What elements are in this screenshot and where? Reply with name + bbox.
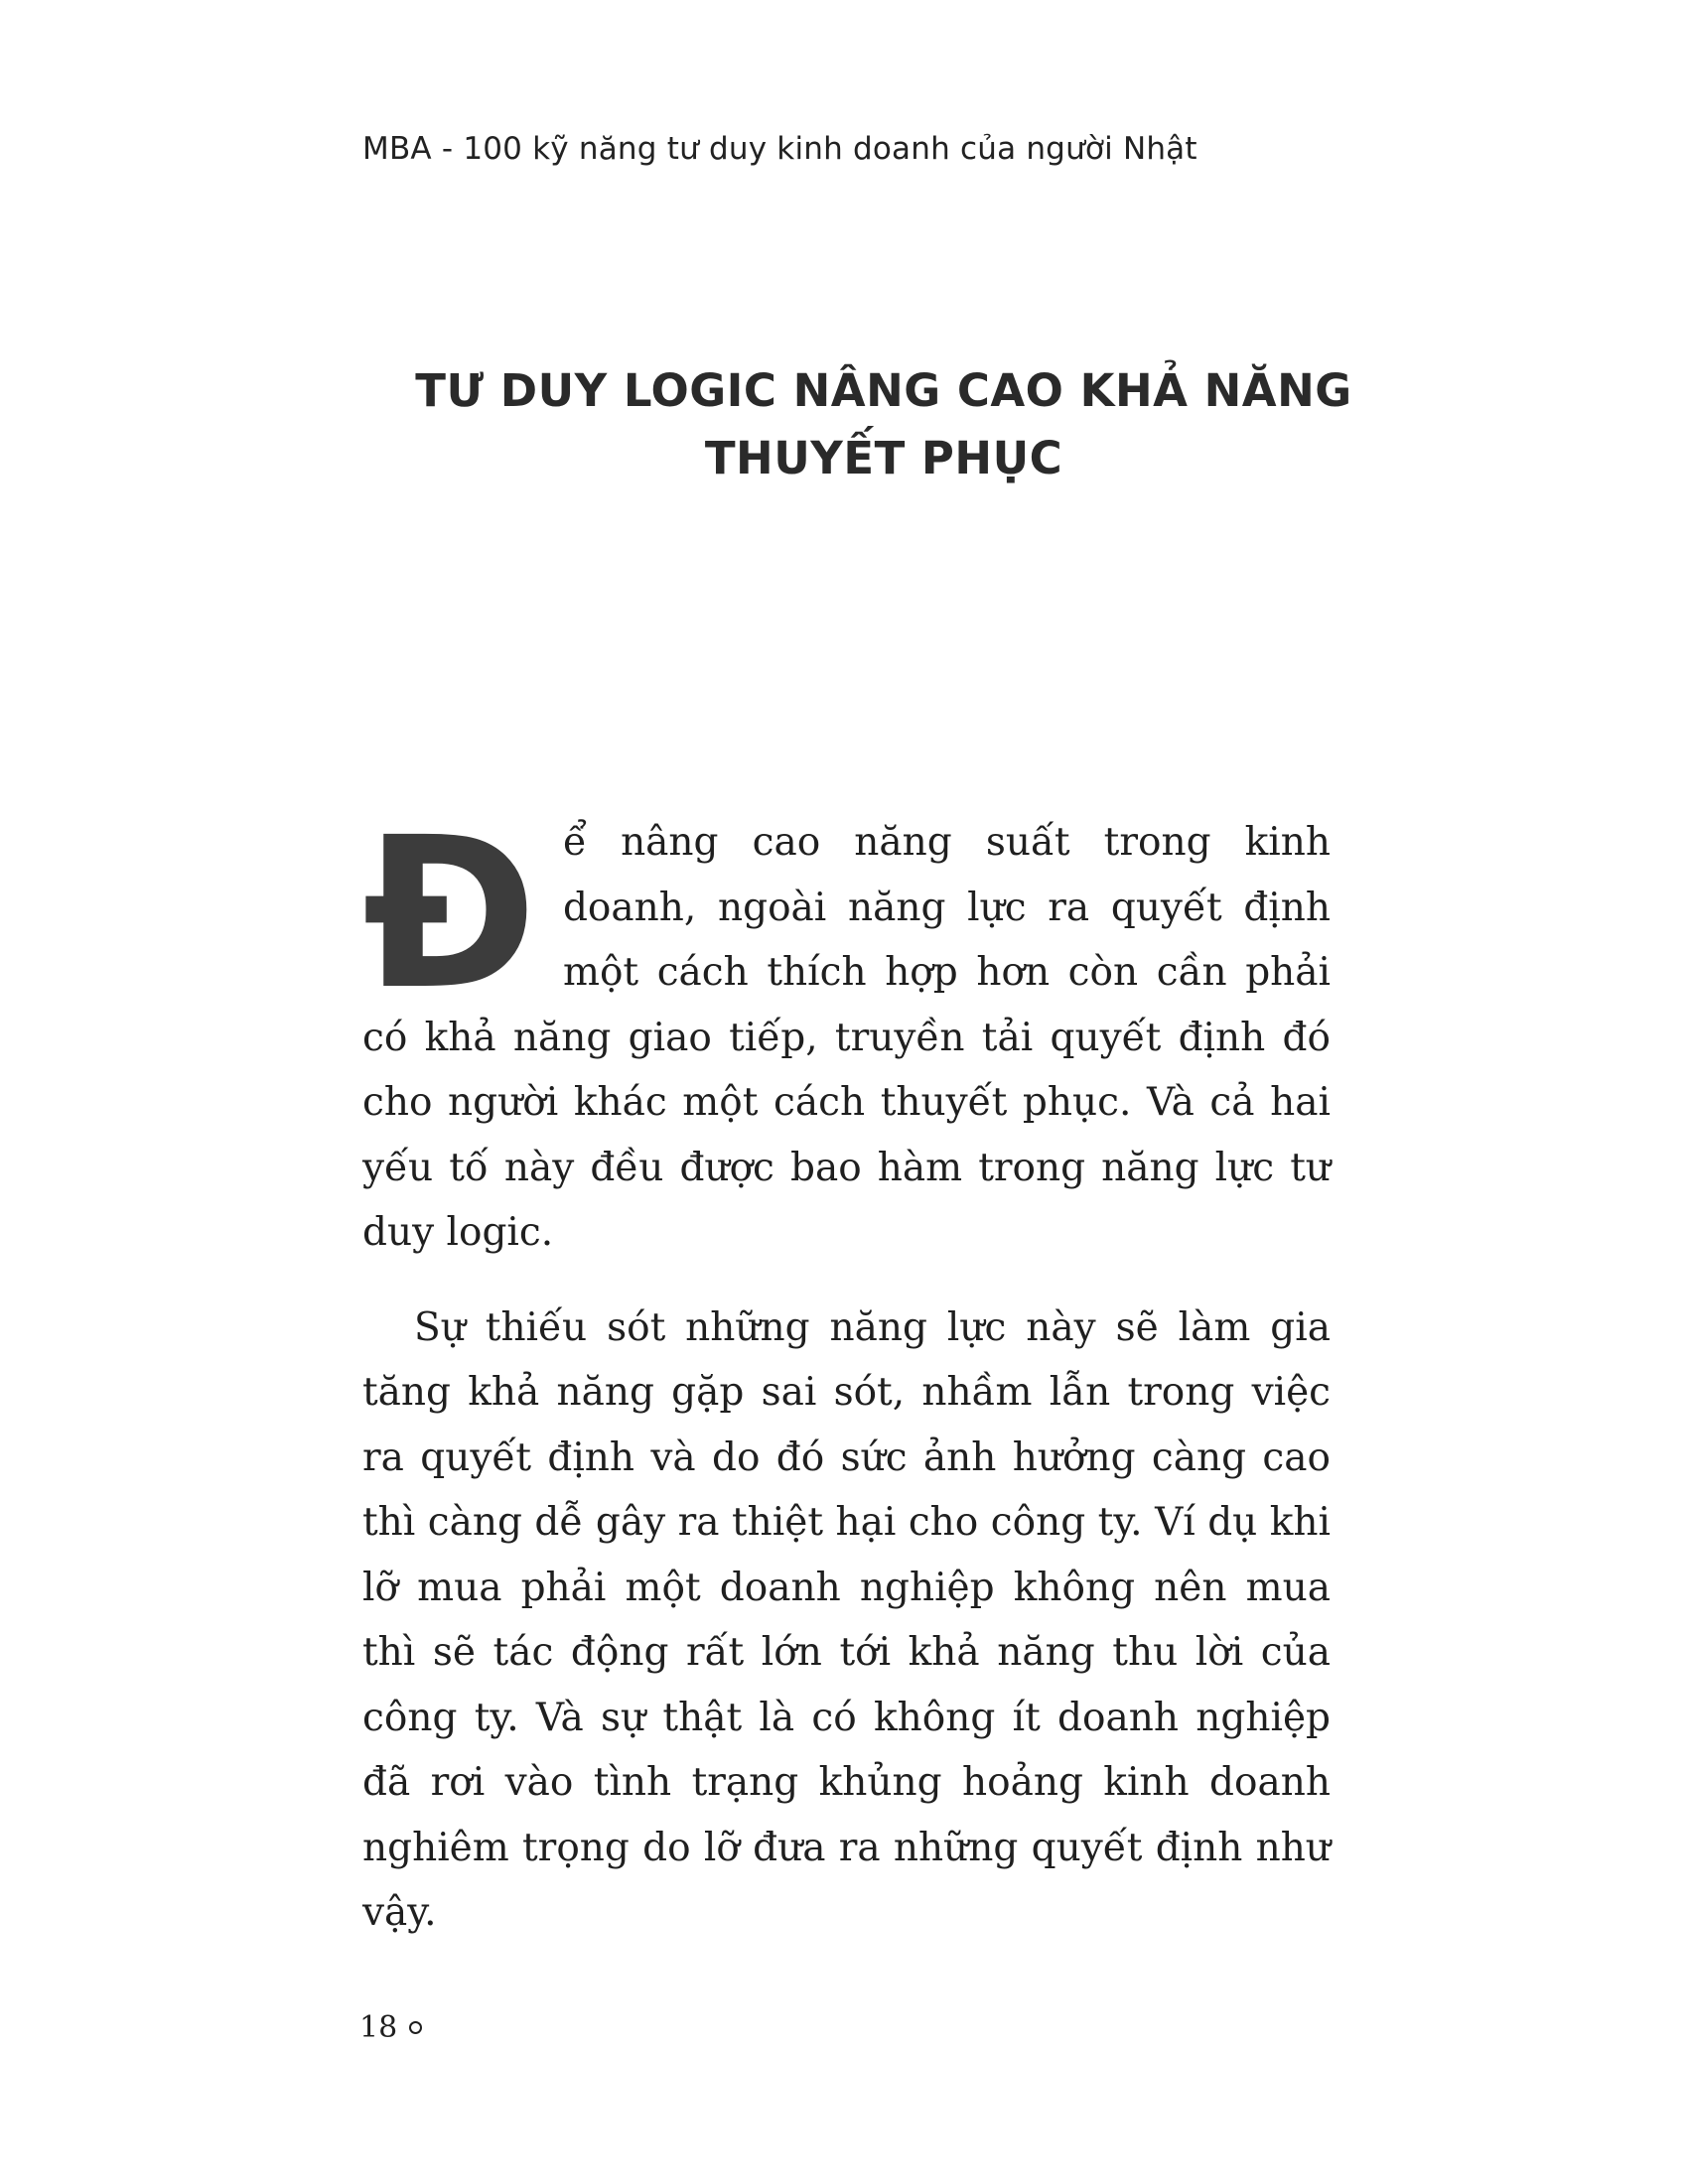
paragraph-2: Sự thiếu sót những năng lực này sẽ làm gia tăng khả năng gặp sai sót, nhầm lẫn trong việc ra quyết định và do đó sức ảnh hưởng càng cao thì càng dễ gây ra thiệt hại cho công ty. Ví dụ khi lỡ mua phải một doanh nghiệp không nên mua thì sẽ tác động rất lớn tới khả năng thu lời của công ty. Và sự thật là có không ít doanh nghiệp đã rơi vào tình trạng khủng hoảng kinh doanh nghiêm trọng do lỡ đưa ra những quyết định như vậy.	[362, 1304, 1331, 1935]
drop-cap: Đ	[362, 792, 537, 1035]
chapter-title-line-1: TƯ DUY LOGIC NÂNG CAO KHẢ NĂNG	[415, 364, 1352, 417]
paragraph-1-text: ể nâng cao năng suất trong kinh doanh, ngoài năng lực ra quyết định một cách thích hợp hơn còn cần phải có khả năng giao tiếp, truyền tải quyết định đó cho người khác một cách thuyết phục. Và cả hai yếu tố này đều được bao hàm trong năng lực tư duy logic.	[362, 820, 1331, 1255]
chapter-title-line-2: THUYẾT PHỤC	[704, 432, 1063, 484]
page-folio	[359, 2010, 422, 2045]
running-header: MBA - 100 kỹ năng tư duy kinh doanh của người Nhật	[362, 131, 1197, 167]
folio-circle-icon	[409, 2021, 422, 2034]
page-number: 18	[359, 2010, 398, 2045]
chapter-title	[298, 357, 1470, 492]
body-text	[362, 792, 1331, 1946]
paragraph-1	[362, 792, 1331, 1266]
